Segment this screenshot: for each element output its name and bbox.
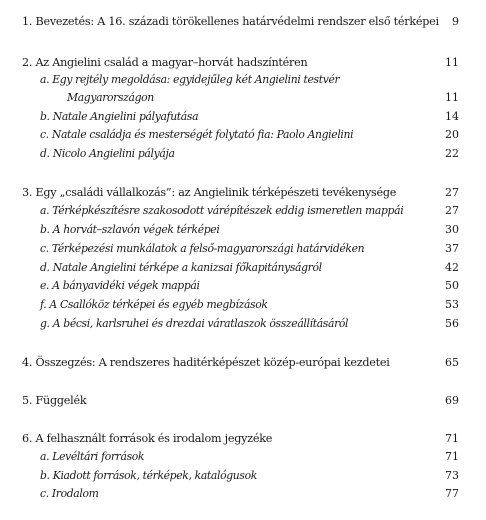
toc-entry-page-number: 30 bbox=[445, 223, 459, 236]
toc-entry-title: a. Egy rejtély megoldása: egyidejűleg két Angielini testvér bbox=[40, 73, 340, 86]
toc-entry-section-3e bbox=[0, 278, 486, 294]
toc-entry-chapter-6 bbox=[0, 431, 486, 447]
toc-entry-title: c. Térképezési munkálatok a felső-magyarországi határvidéken bbox=[40, 242, 365, 255]
toc-entry-section-6c bbox=[0, 486, 486, 502]
toc-entry-page-number: 71 bbox=[445, 450, 459, 463]
toc-entry-title: 5. Függelék bbox=[22, 394, 87, 407]
toc-entry-section-3f bbox=[0, 297, 486, 313]
toc-entry-chapter-5 bbox=[0, 393, 486, 409]
toc-entry-page-number: 42 bbox=[445, 261, 459, 274]
toc-entry-title: c. Natale családja és mesterségét folytató fia: Paolo Angielini bbox=[40, 128, 354, 141]
toc-entry-page-number: 37 bbox=[445, 242, 459, 255]
toc-entry-title: c. Irodalom bbox=[40, 487, 99, 500]
toc-entry-title: 1. Bevezetés: A 16. századi törökellenes határvédelmi rendszer első térképei bbox=[22, 15, 439, 28]
toc-entry-section-2a bbox=[0, 72, 486, 88]
toc-entry-page-number: 27 bbox=[445, 204, 459, 217]
toc-entry-title: Magyarországon bbox=[67, 91, 154, 104]
toc-entry-title: a. Levéltári források bbox=[40, 450, 145, 463]
toc-entry-page-number: 65 bbox=[445, 356, 459, 369]
toc-entry-section-2c bbox=[0, 127, 486, 143]
toc-entry-page-number: 53 bbox=[445, 298, 459, 311]
toc-entry-section-2d bbox=[0, 146, 486, 162]
toc-entry-chapter-3 bbox=[0, 185, 486, 201]
toc-entry-title: e. A bányavidéki végek mappái bbox=[40, 279, 200, 292]
toc-entry-title: f. A Csallóköz térképei és egyéb megbízások bbox=[40, 298, 268, 311]
toc-entry-page-number: 71 bbox=[445, 432, 459, 445]
toc-entry-page-number: 14 bbox=[445, 110, 459, 123]
toc-entry-section-2a-continuation bbox=[0, 90, 486, 106]
toc-entry-page-number: 9 bbox=[452, 15, 459, 28]
toc-entry-page-number: 73 bbox=[445, 469, 459, 482]
toc-entry-title: d. Natale Angielini térképe a kanizsai főkapitányságról bbox=[40, 261, 322, 274]
toc-entry-chapter-1 bbox=[0, 14, 486, 30]
toc-entry-section-3c bbox=[0, 241, 486, 257]
toc-entry-title: g. A bécsi, karlsruhei és drezdai váratlaszok összeállításáról bbox=[40, 317, 349, 330]
toc-entry-title: a. Térképkészítésre szakosodott várépítészek eddig ismeretlen mappái bbox=[40, 204, 404, 217]
toc-entry-page-number: 11 bbox=[445, 56, 459, 69]
toc-entry-page-number: 11 bbox=[445, 91, 459, 104]
toc-entry-title: 4. Összegzés: A rendszeres haditérképészet közép-európai kezdetei bbox=[22, 356, 390, 369]
toc-entry-section-3g bbox=[0, 316, 486, 332]
toc-entry-page-number: 22 bbox=[445, 147, 459, 160]
toc-entry-title: b. Kiadott források, térképek, katalógusok bbox=[40, 469, 257, 482]
toc-entry-page-number: 77 bbox=[445, 487, 459, 500]
toc-entry-title: b. Natale Angielini pályafutása bbox=[40, 110, 199, 123]
toc-entry-page-number: 69 bbox=[445, 394, 459, 407]
toc-entry-section-3a bbox=[0, 203, 486, 219]
toc-entry-page-number: 50 bbox=[445, 279, 459, 292]
toc-entry-title: 3. Egy „családi vállalkozás”: az Angielinik térképészeti tevékenysége bbox=[22, 186, 397, 199]
toc-entry-title: 6. A felhasznált források és irodalom jegyzéke bbox=[22, 432, 273, 445]
toc-entry-title: d. Nicolo Angielini pályája bbox=[40, 147, 175, 160]
toc-entry-chapter-2 bbox=[0, 55, 486, 71]
toc-entry-title: b. A horvát–szlavón végek térképei bbox=[40, 223, 220, 236]
toc-entry-section-3d bbox=[0, 260, 486, 276]
toc-entry-section-6b bbox=[0, 468, 486, 484]
toc-entry-page-number: 56 bbox=[445, 317, 459, 330]
toc-entry-section-3b bbox=[0, 222, 486, 238]
toc-entry-title: 2. Az Angielini család a magyar–horvát hadszíntéren bbox=[22, 56, 308, 69]
toc-entry-page-number: 27 bbox=[445, 186, 459, 199]
toc-entry-section-2b bbox=[0, 109, 486, 125]
toc-entry-chapter-4 bbox=[0, 355, 486, 371]
toc-entry-page-number: 20 bbox=[445, 128, 459, 141]
toc-entry-section-6a bbox=[0, 449, 486, 465]
